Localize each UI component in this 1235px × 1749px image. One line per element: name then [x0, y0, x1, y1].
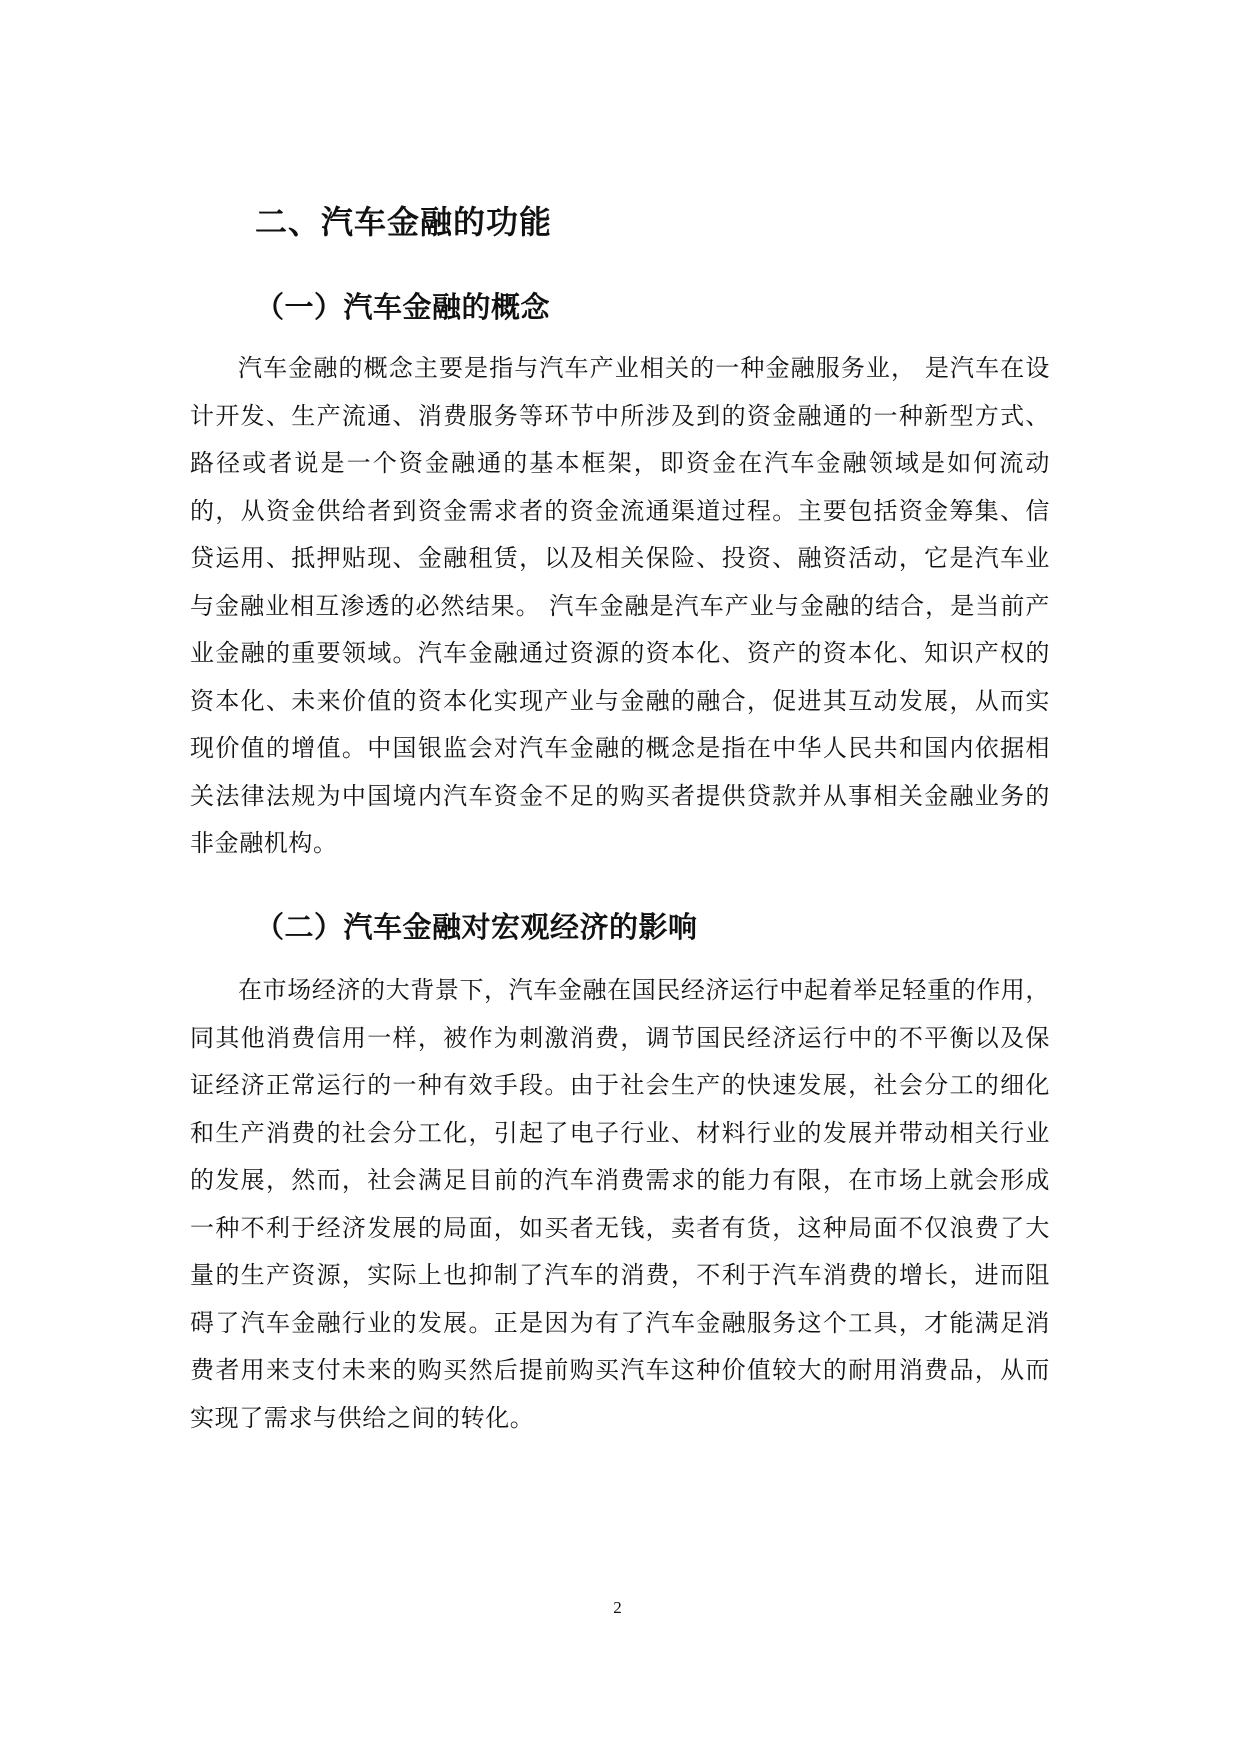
subsection-title-concept: （一）汽车金融的概念: [255, 290, 551, 324]
subsection-title-macro-impact: （二）汽车金融对宏观经济的影响: [255, 910, 698, 944]
paragraph-concept: 汽车金融的概念主要是指与汽车产业相关的一种金融服务业， 是汽车在设计开发、生产流通、消费服务等环节中所涉及到的资金融通的一种新型方式、路径或者说是一个资金融通的基本框架，即资金在汽车金融领域是如何流动的，从资金供给者到资金需求者的资金流通渠道过程。主要包括资金筹集、信贷运用、抵押贴现、金融租赁，以及相关保险、投资、融资活动，它是汽车业与金融业相互渗透的必然结果。 汽车金融是汽车产业与金融的结合，是当前产业金融的重要领域。汽车金融通过资源的资本化、资产的资本化、知识产权的资本化、未来价值的资本化实现产业与金融的融合，促进其互动发展，从而实现价值的增值。中国银监会对汽车金融的概念是指在中华人民共和国内依据相关法律法规为中国境内汽车资金不足的购买者提供贷款并从事相关金融业务的非金融机构。: [190, 354, 1050, 857]
page-number: 2: [613, 1598, 622, 1617]
section-title: 二、汽车金融的功能: [255, 203, 553, 241]
paragraph-macro-impact: 在市场经济的大背景下，汽车金融在国民经济运行中起着举足轻重的作用，同其他消费信用一样，被作为刺激消费，调节国民经济运行中的不平衡以及保证经济正常运行的一种有效手段。由于社会生产的快速发展，社会分工的细化和生产消费的社会分工化，引起了电子行业、材料行业的发展并带动相关行业的发展，然而，社会满足目前的汽车消费需求的能力有限，在市场上就会形成一种不利于经济发展的局面，如买者无钱，卖者有货，这种局面不仅浪费了大量的生产资源，实际上也抑制了汽车的消费，不利于汽车消费的增长，进而阻碍了汽车金融行业的发展。正是因为有了汽车金融服务这个工具，才能满足消费者用来支付未来的购买然后提前购买汽车这种价值较大的耐用消费品，从而实现了需求与供给之间的转化。: [190, 976, 1050, 1432]
